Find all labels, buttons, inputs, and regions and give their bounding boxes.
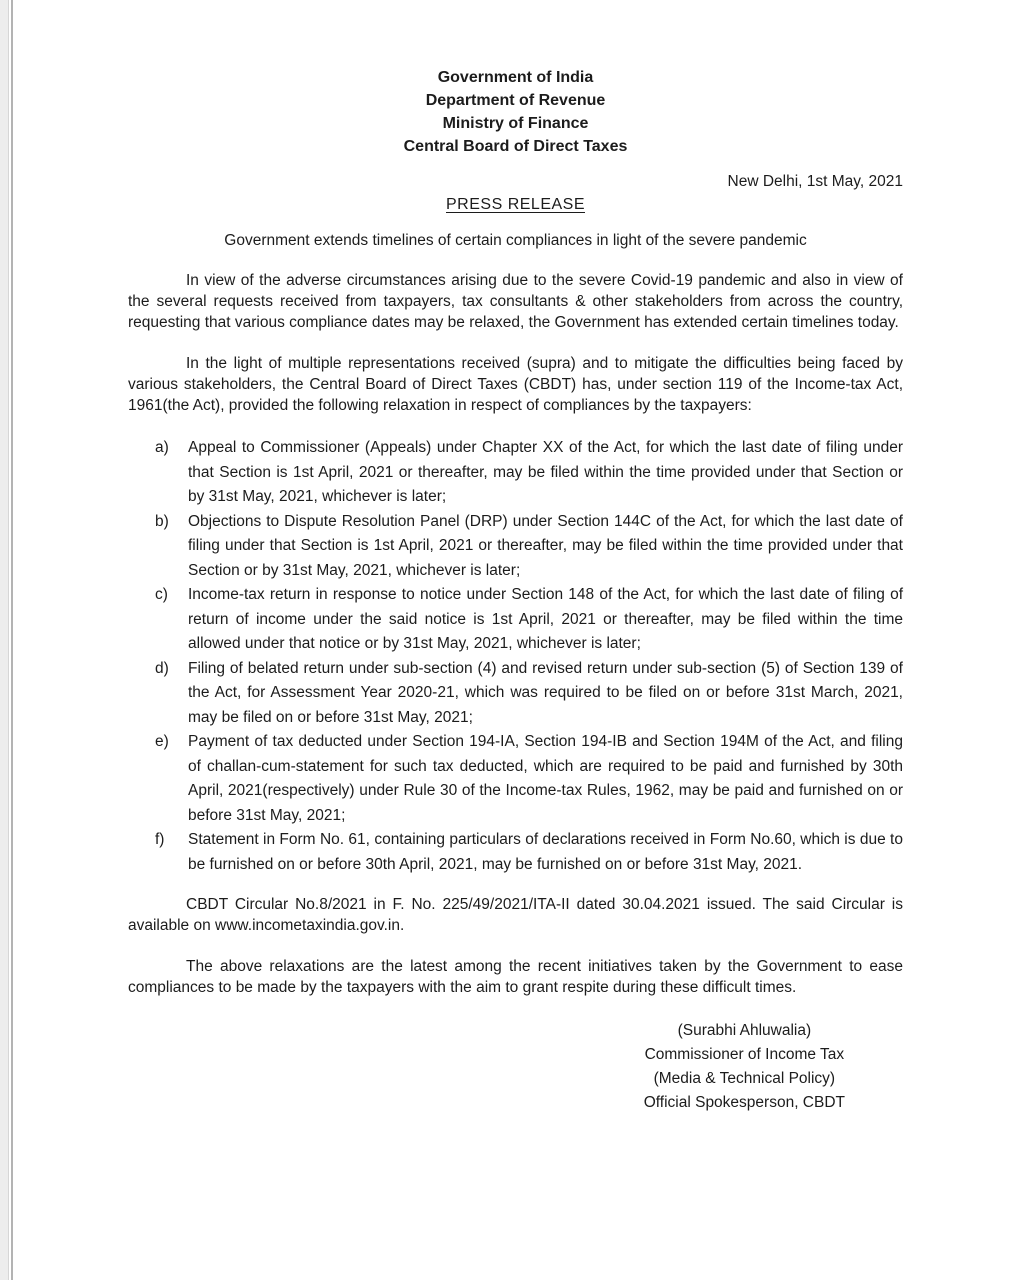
signature-block (644, 1019, 845, 1115)
list-item-d (155, 657, 903, 731)
list-item-e (155, 730, 903, 828)
list-text-e: Payment of tax deducted under Section 194-IA, Section 194-IB and Section 194M of the Act, and filing of challan-cum-statement for such tax deducted, which are required to be paid and furnished by 30th April, 2021(respectively) under Rule 30 of the Income-tax Rules, 1962, may be paid and furnished on or before 31st May, 2021; (188, 733, 903, 824)
letterhead-line-government: Government of India (437, 69, 594, 86)
list-marker-c: c) (155, 586, 168, 603)
dateline: New Delhi, 1st May, 2021 (727, 173, 903, 190)
list-marker-e: e) (155, 733, 169, 750)
signature-name: (Surabhi Ahluwalia) (677, 1022, 812, 1039)
list-text-f: Statement in Form No. 61, containing particulars of declarations received in Form No.60, which is due to be furnished on or before 30th April, 2021, may be furnished on or before 31st May, 2021. (188, 831, 903, 873)
paragraph-intro: In view of the adverse circumstances arising due to the severe Covid-19 pandemic and also in view of the several requests received from taxpayers, tax consultants & other stakeholders from across the country, requesting that various compliance dates may be relaxed, the Government has extended certain timelines today. (128, 272, 903, 331)
scan-edge-strip (0, 0, 9, 1280)
list-item-a (155, 436, 903, 510)
list-marker-a: a) (155, 439, 169, 456)
letterhead-line-department: Department of Revenue (425, 92, 606, 109)
subtitle: Government extends timelines of certain compliances in light of the severe pandemic (224, 232, 807, 249)
list-marker-b: b) (155, 512, 169, 530)
scan-edge-line (11, 0, 13, 1280)
paragraph-closing: The above relaxations are the latest among the recent initiatives taken by the Government to ease compliances to be made by the taxpayers with the aim to grant respite during these difficult times. (128, 958, 903, 996)
list-text-a: Appeal to Commissioner (Appeals) under Chapter XX of the Act, for which the last date of filing under that Section is 1st April, 2021 or thereafter, may be filed within the time provided under that Section or by 31st May, 2021, whichever is later; (188, 439, 903, 505)
letterhead (128, 66, 903, 158)
list-text-c: Income-tax return in response to notice under Section 148 of the Act, for which the last date of filing of return of income under the said notice is 1st April, 2021 or thereafter, may be filed within the time allowed under that notice or by 31st May, 2021, whichever is later; (188, 586, 903, 652)
list-text-d: Filing of belated return under sub-section (4) and revised return under sub-section (5) of Section 139 of the Act, for Assessment Year 2020-21, which was required to be filed on or before 31st March, 2021, may be filed on or before 31st May, 2021; (188, 659, 903, 726)
press-release-title (128, 194, 903, 215)
list-item-c (155, 583, 903, 657)
signature-designation: Commissioner of Income Tax (644, 1046, 845, 1063)
paragraph-circular: CBDT Circular No.8/2021 in F. No. 225/49/2021/ITA-II dated 30.04.2021 issued. The said Circular is available on www.incometaxindia.gov.in. (128, 896, 903, 934)
list-marker-d: d) (155, 659, 169, 677)
signature-role: Official Spokesperson, CBDT (643, 1094, 845, 1111)
list-text-b: Objections to Dispute Resolution Panel (DRP) under Section 144C of the Act, for which the last date of filing under that Section is 1st April, 2021 or thereafter, may be filed within the time provided under that Section or by 31st May, 2021, whichever is later; (188, 512, 903, 579)
list-item-f (155, 828, 903, 877)
paragraph-relaxation: In the light of multiple representations received (supra) and to mitigate the difficulties being faced by various stakeholders, the Central Board of Direct Taxes (CBDT) has, under section 119 of the Income-tax Act, 1961(the Act), provided the following relaxation in respect of compliances by the taxpayers: (128, 355, 903, 414)
relaxation-list (128, 436, 903, 877)
list-item-b (155, 510, 903, 584)
document-content (128, 66, 903, 1115)
signature-division: (Media & Technical Policy) (653, 1070, 836, 1087)
press-release-title-text: PRESS RELEASE (446, 196, 585, 213)
letterhead-line-ministry: Ministry of Finance (442, 115, 589, 132)
list-marker-f: f) (155, 831, 165, 848)
letterhead-line-board: Central Board of Direct Taxes (403, 138, 628, 155)
